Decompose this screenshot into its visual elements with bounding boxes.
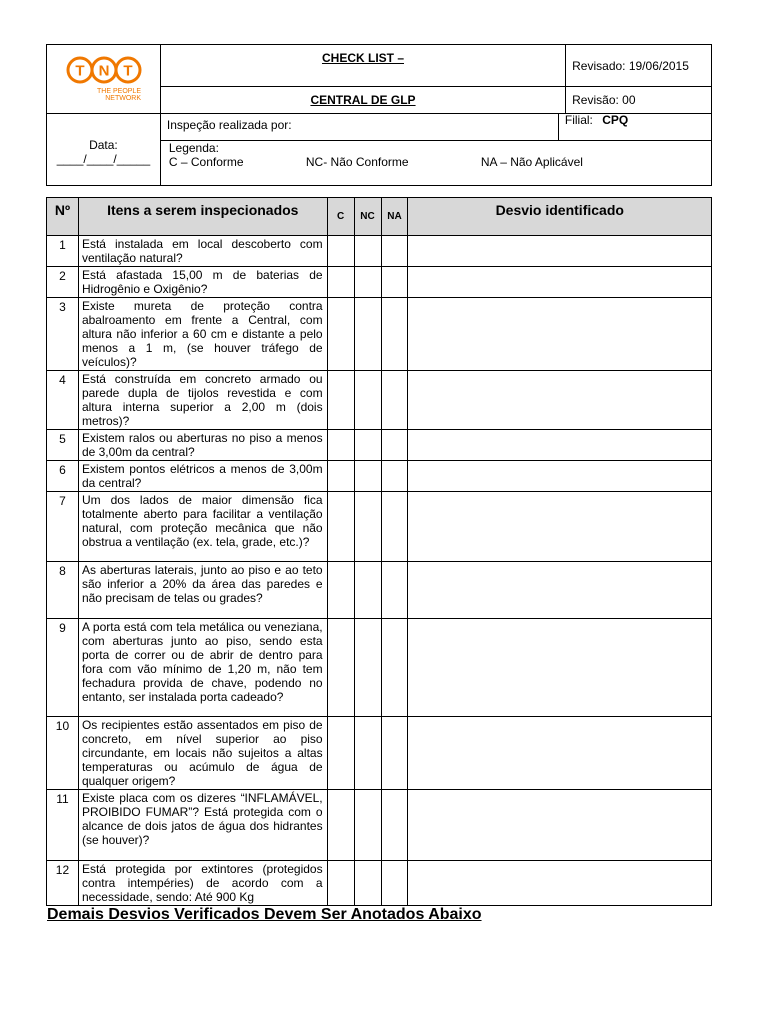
filial-value: CPQ xyxy=(602,113,629,127)
row-na-checkbox[interactable] xyxy=(381,236,408,267)
legend xyxy=(161,141,711,171)
row-item-text: As aberturas laterais, junto ao piso e ao teto são inferior a 20% da área das paredes e não precisam de telas ou grades? xyxy=(78,562,327,619)
row-nc-checkbox[interactable] xyxy=(354,236,381,267)
inspection-legend-cell xyxy=(160,114,711,186)
date-label: Data: xyxy=(89,137,118,152)
table-row xyxy=(47,861,712,906)
row-desvio-field[interactable] xyxy=(408,267,712,298)
row-desvio-field[interactable] xyxy=(408,461,712,492)
legend-items xyxy=(169,155,705,171)
logo-tagline-1: THE PEOPLE xyxy=(97,87,142,95)
row-number: 6 xyxy=(47,461,79,492)
row-c-checkbox[interactable] xyxy=(327,562,354,619)
table-row xyxy=(47,562,712,619)
row-number: 4 xyxy=(47,371,79,430)
row-nc-checkbox[interactable] xyxy=(354,861,381,906)
row-item-text: A porta está com tela metálica ou veneziana, com aberturas junto ao piso, sendo esta porta de correr ou de abrir de dentro para fora com vão mínimo de 1,20 m, não tem fechadura provida de chave, podendo no entanto, ser instalada porta cadeado? xyxy=(78,619,327,717)
table-row xyxy=(47,298,712,371)
row-desvio-field[interactable] xyxy=(408,371,712,430)
checklist-table xyxy=(46,197,712,906)
table-row xyxy=(47,371,712,430)
legend-nc: NC- Não Conforme xyxy=(305,155,409,169)
table-row xyxy=(47,717,712,790)
row-c-checkbox[interactable] xyxy=(327,790,354,861)
row-nc-checkbox[interactable] xyxy=(354,562,381,619)
row-number: 9 xyxy=(47,619,79,717)
row-desvio-field[interactable] xyxy=(408,619,712,717)
row-item-text: Existe mureta de proteção contra abalroamento em frente a Central, com altura não inferior a 60 cm e distante a pelo menos a 1 m, (se houver tráfego de veículos)? xyxy=(78,298,327,371)
logo-cell xyxy=(47,45,161,114)
row-number: 8 xyxy=(47,562,79,619)
row-item-text: Está instalada em local descoberto com ventilação natural? xyxy=(78,236,327,267)
row-na-checkbox[interactable] xyxy=(381,267,408,298)
title-line-1: CHECK LIST – xyxy=(160,45,565,87)
col-header-num: Nº xyxy=(47,198,79,236)
row-desvio-field[interactable] xyxy=(408,492,712,562)
row-na-checkbox[interactable] xyxy=(381,298,408,371)
title-line-2: CENTRAL DE GLP xyxy=(160,87,565,114)
row-item-text: Um dos lados de maior dimensão fica totalmente aberto para facilitar a ventilação natural, com proteção mecânica que não obstrua a ventilação (ex. tela, grade, etc.)? xyxy=(78,492,327,562)
inspection-label[interactable]: Inspeção realizada por: xyxy=(166,118,292,132)
row-nc-checkbox[interactable] xyxy=(354,461,381,492)
row-nc-checkbox[interactable] xyxy=(354,790,381,861)
row-number: 7 xyxy=(47,492,79,562)
row-desvio-field[interactable] xyxy=(408,430,712,461)
row-na-checkbox[interactable] xyxy=(381,430,408,461)
row-nc-checkbox[interactable] xyxy=(354,717,381,790)
row-c-checkbox[interactable] xyxy=(327,461,354,492)
row-c-checkbox[interactable] xyxy=(327,298,354,371)
row-c-checkbox[interactable] xyxy=(327,492,354,562)
col-header-nc: NC xyxy=(354,198,381,236)
row-c-checkbox[interactable] xyxy=(327,430,354,461)
filial-label: Filial: xyxy=(564,113,593,127)
row-number: 12 xyxy=(47,861,79,906)
row-nc-checkbox[interactable] xyxy=(354,298,381,371)
row-nc-checkbox[interactable] xyxy=(354,619,381,717)
row-na-checkbox[interactable] xyxy=(381,492,408,562)
row-nc-checkbox[interactable] xyxy=(354,371,381,430)
header-table xyxy=(46,44,712,186)
row-na-checkbox[interactable] xyxy=(381,861,408,906)
row-c-checkbox[interactable] xyxy=(327,267,354,298)
legend-c: C – Conforme xyxy=(168,155,244,169)
col-header-na: NA xyxy=(381,198,408,236)
logo-tagline-2: NETWORK xyxy=(105,94,142,102)
col-header-itens: Itens a serem inspecionados xyxy=(78,198,327,236)
table-row xyxy=(47,236,712,267)
row-c-checkbox[interactable] xyxy=(327,619,354,717)
table-row xyxy=(47,461,712,492)
revisao: Revisão: 00 xyxy=(566,87,712,114)
row-desvio-field[interactable] xyxy=(408,717,712,790)
table-row xyxy=(47,790,712,861)
row-number: 3 xyxy=(47,298,79,371)
row-na-checkbox[interactable] xyxy=(381,371,408,430)
legend-label: Legenda: xyxy=(168,141,219,155)
row-item-text: Está afastada 15,00 m de baterias de Hidrogênio e Oxigênio? xyxy=(78,267,327,298)
row-number: 11 xyxy=(47,790,79,861)
row-na-checkbox[interactable] xyxy=(381,619,408,717)
row-na-checkbox[interactable] xyxy=(381,717,408,790)
row-c-checkbox[interactable] xyxy=(327,236,354,267)
footer-note: Demais Desvios Verificados Devem Ser Anotados Abaixo xyxy=(47,906,482,923)
row-item-text: Existem pontos elétricos a menos de 3,00m da central? xyxy=(78,461,327,492)
row-c-checkbox[interactable] xyxy=(327,371,354,430)
table-row xyxy=(47,267,712,298)
table-row xyxy=(47,430,712,461)
table-row xyxy=(47,619,712,717)
row-nc-checkbox[interactable] xyxy=(354,492,381,562)
date-blank[interactable]: ____/____/_____ xyxy=(56,151,151,166)
row-item-text: Está protegida por extintores (protegidos contra intempéries) de acordo com a necessidade, sendo: Até 900 Kg xyxy=(78,861,327,906)
row-c-checkbox[interactable] xyxy=(327,861,354,906)
tnt-logo xyxy=(55,48,151,108)
row-desvio-field[interactable] xyxy=(408,562,712,619)
row-item-text: Existe placa com os dizeres “INFLAMÁVEL, PROIBIDO FUMAR”? Está protegida com o alcance de dois jatos de água dos hidrantes (se houver)? xyxy=(78,790,327,861)
logo-letter-2: N xyxy=(99,62,110,79)
row-number: 10 xyxy=(47,717,79,790)
row-nc-checkbox[interactable] xyxy=(354,430,381,461)
logo-letter-3: T xyxy=(123,62,134,79)
row-nc-checkbox[interactable] xyxy=(354,267,381,298)
row-number: 1 xyxy=(47,236,79,267)
row-desvio-field[interactable] xyxy=(408,298,712,371)
row-desvio-field[interactable] xyxy=(408,861,712,906)
logo-letter-1: T xyxy=(75,62,86,79)
row-desvio-field[interactable] xyxy=(408,236,712,267)
table-row xyxy=(47,492,712,562)
date-cell xyxy=(47,114,161,186)
row-na-checkbox[interactable] xyxy=(381,461,408,492)
row-item-text: Os recipientes estão assentados em piso de concreto, em nível superior ao piso circundante, em locais não sujeitos a altas temperaturas ou acúmulo de água de qualquer origem? xyxy=(78,717,327,790)
row-number: 5 xyxy=(47,430,79,461)
row-c-checkbox[interactable] xyxy=(327,717,354,790)
row-item-text: Está construída em concreto armado ou parede dupla de tijolos revestida e com altura interna superior a 2,00 m (dois metros)? xyxy=(78,371,327,430)
row-na-checkbox[interactable] xyxy=(381,790,408,861)
filial xyxy=(558,114,711,140)
revisado: Revisado: 19/06/2015 xyxy=(566,45,712,87)
legend-na: NA – Não Aplicável xyxy=(480,155,583,169)
row-item-text: Existem ralos ou aberturas no piso a menos de 3,00m da central? xyxy=(78,430,327,461)
col-header-c: C xyxy=(327,198,354,236)
col-header-desvio: Desvio identificado xyxy=(408,198,712,236)
row-number: 2 xyxy=(47,267,79,298)
row-na-checkbox[interactable] xyxy=(381,562,408,619)
row-desvio-field[interactable] xyxy=(408,790,712,861)
